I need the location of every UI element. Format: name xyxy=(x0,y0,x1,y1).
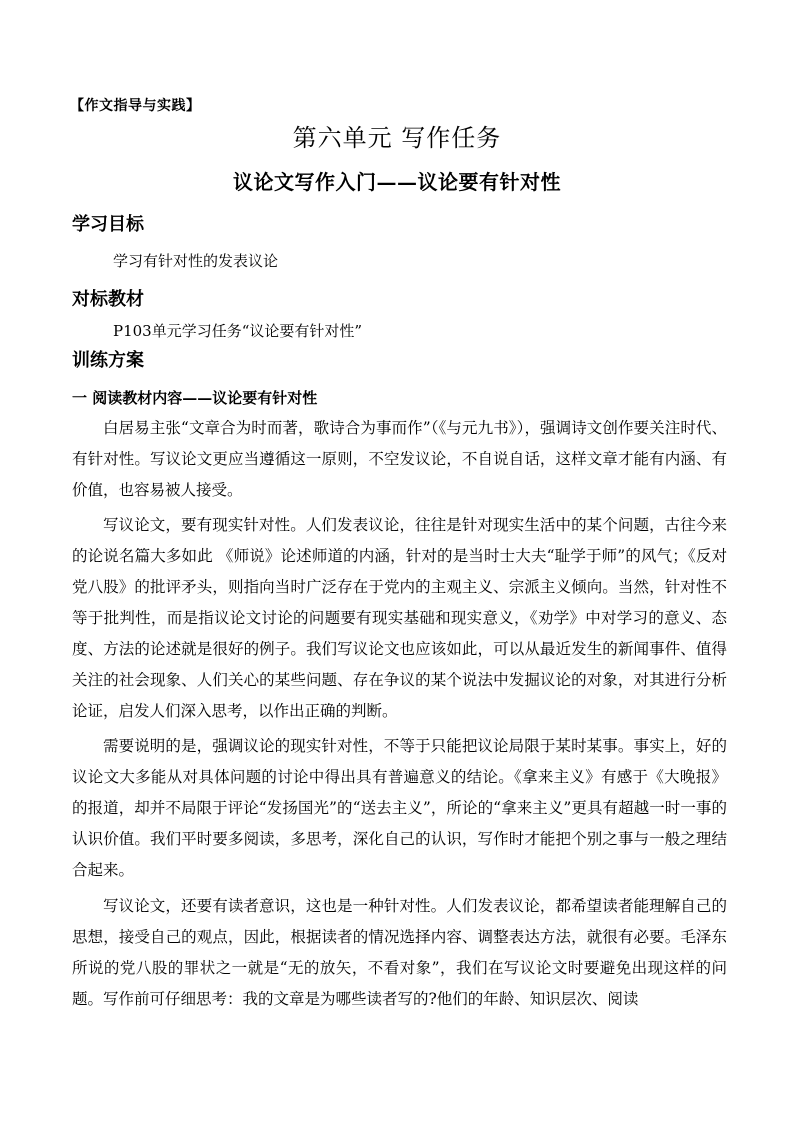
material-heading: 对标教材 xyxy=(72,289,144,310)
page-title: 第六单元 写作任务 xyxy=(292,124,502,152)
goal-text: 学习有针对性的发表议论 xyxy=(113,252,279,270)
goal-heading: 学习目标 xyxy=(72,214,144,235)
body-paragraph-3: 需要说明的是，强调议论的现实针对性，不等于只能把议论局限于某时某事。事实上，好的议论文大多能从对具体问题的讨论中得出具有普遍意义的结论。《拿来主义》有感于《大晚报》的报道，却并不局限于评论“发扬国光”的“送去主义”，所论的“拿来主义”更具有超越一时一事的认识价值。我们平时要多阅读，多思考，深化自己的认识，写作时才能把个别之事与一般之理结合起来。 xyxy=(72,737,727,879)
plan-heading: 训练方案 xyxy=(72,350,144,371)
page-subtitle: 议论文写作入门——议论要有针对性 xyxy=(233,170,561,194)
body-paragraph-4: 写议论文，还要有读者意识，这也是一种针对性。人们发表议论，都希望读者能理解自己的思想，接受自己的观点，因此，根据读者的情况选择内容、调整表达方法，就很有必要。毛泽东所说的党八股的罪状之一就是“无的放矢，不看对象”，我们在写议论文时要避免出现这样的问题。写作前可仔细思考：我的文章是为哪些读者写的?他们的年龄、知识层次、阅读 xyxy=(72,897,727,1008)
body-paragraph-2: 写议论文，要有现实针对性。人们发表议论，往往是针对现实生活中的某个问题，古往今来的论说名篇大多如此 《师说》论述师道的内涵，针对的是当时士大夫“耻学于师”的风气；《反对党八股》的批评矛头，则指向当时广泛存在于党内的主观主义、宗派主义倾向。当然，针对性不等于批判性，而是指议论文讨论的问题要有现实基础和现实意义，《劝学》中对学习的意义、态度、方法的论述就是很好的例子。我们写议论文也应该如此，可以从最近发生的新闻事件、值得关注的社会现象、人们关心的某些问题、存在争议的某个说法中发掘议论的对象，对其进行分析论证，启发人们深入思考，以作出正确的判断。 xyxy=(72,516,727,720)
material-text: P103单元学习任务“议论要有针对性” xyxy=(113,322,363,340)
section-tag: 【作文指导与实践】 xyxy=(70,98,201,114)
body-paragraph-1: 白居易主张“文章合为时而著，歌诗合为事而作”（《与元九书》），强调诗文创作要关注时代、有针对性。写议论文更应当遵循这一原则，不空发议论，不自说自话，这样文章才能有内涵、有价值，也容易被人接受。 xyxy=(72,419,727,499)
plan-subheading: 一 阅读教材内容——议论要有针对性 xyxy=(72,389,318,407)
